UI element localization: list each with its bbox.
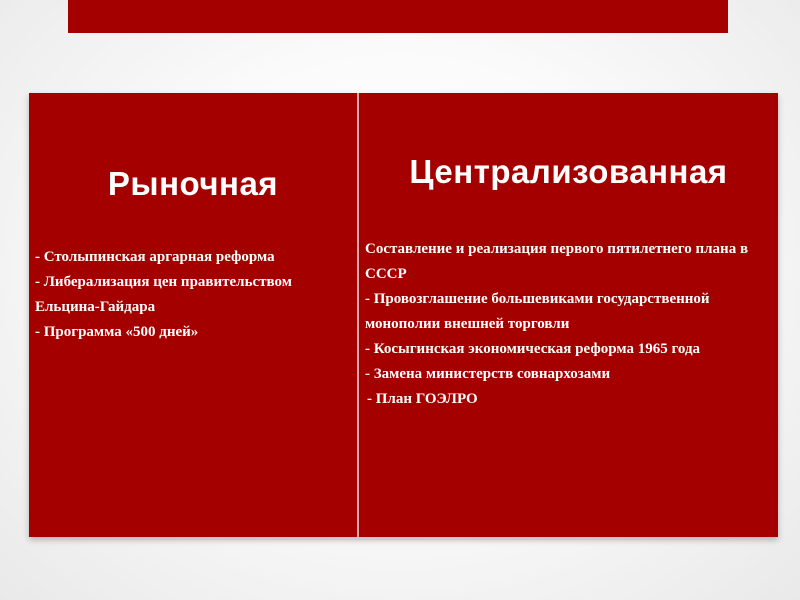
market-list — [35, 245, 353, 345]
centralized-list — [365, 237, 775, 412]
bottom-divider-line — [68, 539, 728, 540]
market-column — [29, 93, 357, 537]
comparison-table — [29, 93, 778, 537]
list-item: - Программа «500 дней» — [35, 324, 199, 340]
centralized-column — [359, 93, 778, 537]
list-item: - План ГОЭЛРО — [367, 391, 478, 407]
list-item: - Провозглашение большевиками государственной монополии внешней торговли — [365, 291, 710, 332]
list-item: - Столыпинская аргарная реформа — [35, 249, 275, 265]
list-item: - Замена министерств совнархозами — [365, 366, 611, 382]
list-item: - Либерализация цен правительством Ельцина-Гайдара — [35, 274, 292, 315]
market-heading: Рыночная — [107, 165, 279, 202]
top-banner — [68, 0, 728, 33]
list-item: Составление и реализация первого пятилетнего плана в СССР — [365, 241, 749, 282]
list-item: - Косыгинская экономическая реформа 1965 года — [365, 341, 701, 357]
centralized-heading: Централизованная — [409, 153, 728, 190]
